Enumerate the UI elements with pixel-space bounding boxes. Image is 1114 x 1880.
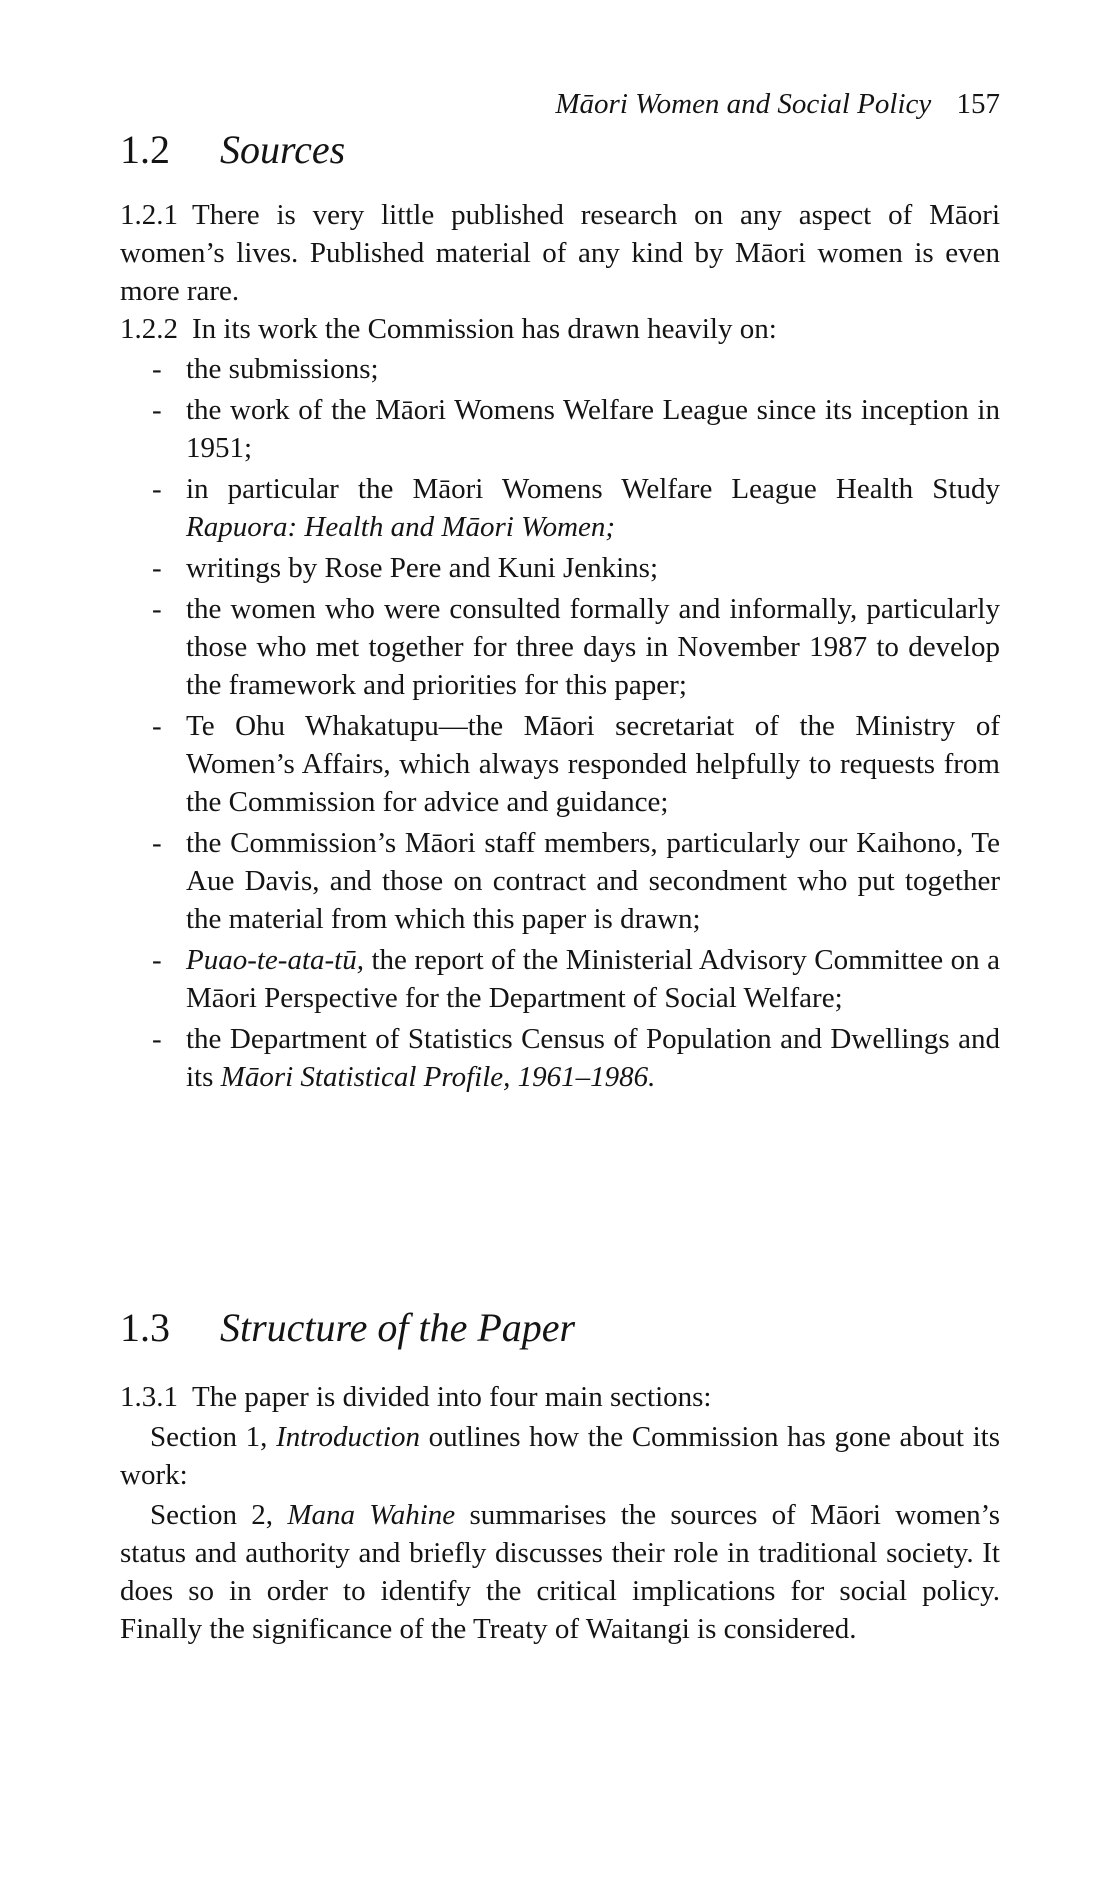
list-item-text: the Commission’s Māori staff members, particularly our Kaihono, Te Aue Davis, and those on contract and secondment who put together the material from which this paper is drawn; [186, 827, 1000, 935]
dash-marker: - [152, 1023, 162, 1055]
list-item-title: Rapuora: Health and Māori Women; [186, 511, 616, 543]
paragraph-1-2-2 [120, 310, 1000, 348]
list-item [150, 549, 1000, 587]
paragraph-number: 1.2.1 [120, 199, 178, 231]
running-header-title: Māori Women and Social Policy [555, 88, 932, 120]
list-item-title: Puao-te-ata-tū, [186, 944, 364, 976]
list-item-text: in particular the Māori Womens Welfare League Health Study [186, 473, 1000, 505]
paragraph-section-1 [120, 1418, 1000, 1494]
list-item [150, 590, 1000, 704]
section-title: Sources [220, 127, 346, 172]
list-item-text: the submissions; [186, 353, 379, 385]
paragraph-number: 1.3.1 [120, 1381, 178, 1413]
page-number: 157 [956, 88, 1000, 120]
list-item [150, 470, 1000, 546]
section-heading-1-3 [120, 1304, 575, 1351]
section-number: 1.2 [120, 127, 170, 172]
dash-marker: - [152, 827, 162, 859]
dash-marker: - [152, 552, 162, 584]
dash-marker: - [152, 944, 162, 976]
list-item [150, 707, 1000, 821]
dash-marker: - [152, 353, 162, 385]
paragraph-1-2-1 [120, 196, 1000, 310]
running-header [555, 88, 1000, 121]
dash-marker: - [152, 593, 162, 625]
list-item-text: the work of the Māori Womens Welfare League since its inception in 1951; [186, 394, 1000, 464]
list-item [150, 350, 1000, 388]
section-name: Introduction [276, 1421, 420, 1453]
list-item-text: the women who were consulted formally and informally, particularly those who met together for three days in November 1987 to develop the framework and priorities for this paper; [186, 593, 1000, 701]
paragraph-text: The paper is divided into four main sections: [192, 1381, 712, 1413]
section-title: Structure of the Paper [220, 1305, 576, 1350]
paragraph-text: There is very little published research on any aspect of Māori women’s lives. Published material of any kind by Māori women is even more rare. [120, 199, 1000, 307]
list-item-text: writings by Rose Pere and Kuni Jenkins; [186, 552, 659, 584]
list-item [150, 824, 1000, 938]
list-item [150, 391, 1000, 467]
list-item-text: the report of the Ministerial Advisory Committee on a Māori Perspective for the Department of Social Welfare; [186, 944, 1000, 1014]
paragraph-text: In its work the Commission has drawn heavily on: [192, 313, 777, 345]
list-item-text: Te Ohu Whakatupu—the Māori secretariat of the Ministry of Women’s Affairs, which always responded helpfully to requests from the Commission for advice and guidance; [186, 710, 1000, 818]
list-item [150, 1020, 1000, 1096]
section-number: 1.3 [120, 1305, 170, 1350]
section-heading-1-2 [120, 126, 345, 173]
paragraph-text: Section 2, [150, 1499, 288, 1531]
paragraph-text: outlines how the Commission has gone about its work: [120, 1421, 1000, 1491]
sources-list [150, 350, 1000, 1099]
paragraph-text: Section 1, [150, 1421, 277, 1453]
dash-marker: - [152, 394, 162, 426]
paragraph-text: summarises the sources of Māori women’s status and authority and briefly discusses their role in traditional society. It does so in order to identify the critical implications for social policy. Finally the significance of the Treaty of Waitangi is considered. [120, 1499, 1000, 1645]
list-item-text: the Department of Statistics Census of Population and Dwellings and its [186, 1023, 1000, 1093]
dash-marker: - [152, 710, 162, 742]
list-item-title: Māori Statistical Profile, 1961–1986. [220, 1061, 656, 1093]
paragraph-number: 1.2.2 [120, 313, 178, 345]
dash-marker: - [152, 473, 162, 505]
paragraph-1-3-1 [120, 1378, 1000, 1416]
paragraph-section-2 [120, 1496, 1000, 1648]
section-name: Mana Wahine [287, 1499, 456, 1531]
list-item [150, 941, 1000, 1017]
